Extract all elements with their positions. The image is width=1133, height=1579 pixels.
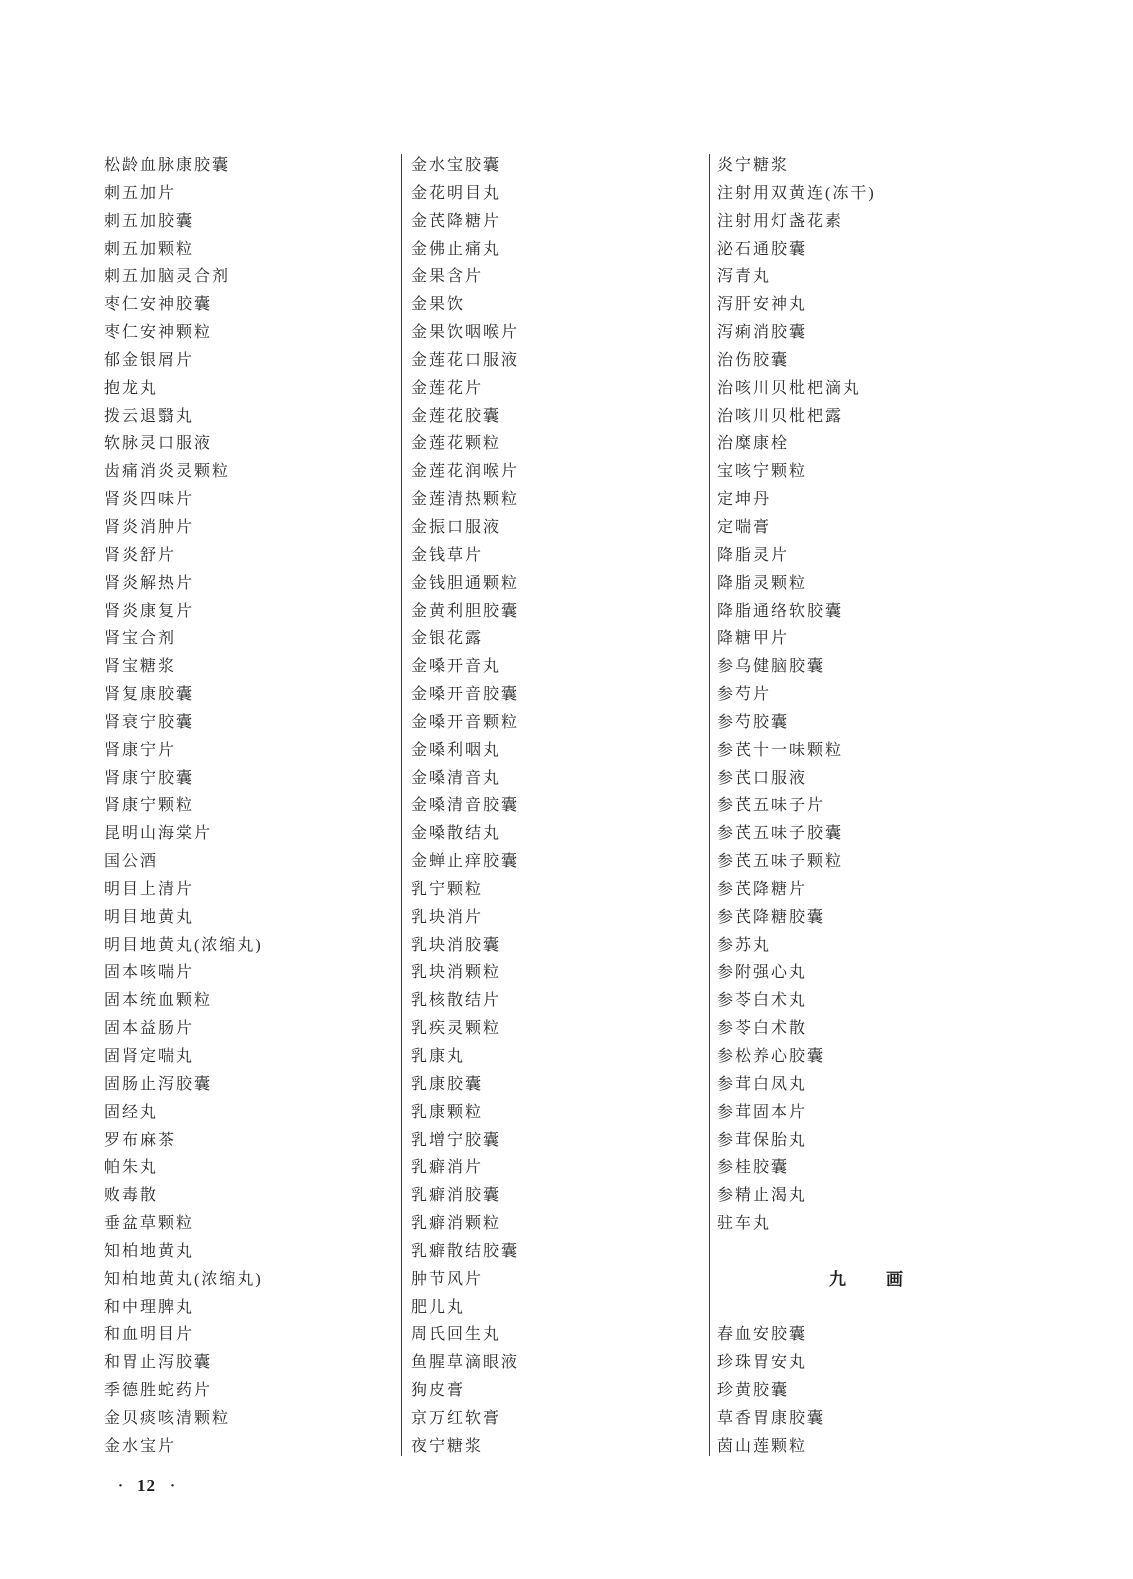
- drug-name-entry: 泻肝安神丸: [717, 296, 808, 314]
- drug-name-entry: 固本统血颗粒: [104, 992, 213, 1010]
- page-number-value: 12: [137, 1476, 157, 1495]
- drug-name-entry: 金黄利胆胶囊: [411, 602, 520, 620]
- drug-name-entry: 金嗓开音丸: [411, 658, 502, 676]
- drug-name-entry: 肾炎舒片: [104, 546, 177, 564]
- drug-name-entry: 刺五加颗粒: [104, 240, 195, 258]
- drug-name-entry: 金莲花润喉片: [411, 463, 520, 481]
- drug-name-entry: 季德胜蛇药片: [104, 1382, 213, 1400]
- drug-name-entry: 京万红软膏: [411, 1409, 502, 1427]
- drug-name-entry: 金果饮: [411, 296, 466, 314]
- drug-name-entry: 参苓白术丸: [717, 992, 808, 1010]
- drug-name-entry: 参精止渴丸: [717, 1187, 808, 1205]
- drug-name-entry: 金莲花片: [411, 379, 484, 397]
- drug-name-entry: 金振口服液: [411, 518, 502, 536]
- drug-name-entry: 狗皮膏: [411, 1382, 466, 1400]
- drug-name-entry: 治伤胶囊: [717, 351, 790, 369]
- drug-name-entry: 参茸固本片: [717, 1103, 808, 1121]
- drug-name-entry: 乳疾灵颗粒: [411, 1020, 502, 1038]
- drug-index-column-3-upper: [717, 152, 1027, 1238]
- drug-name-entry: 金佛止痛丸: [411, 240, 502, 258]
- drug-name-entry: 明目上清片: [104, 880, 195, 898]
- drug-name-entry: 参苏丸: [717, 936, 772, 954]
- drug-name-entry: 金嗓开音胶囊: [411, 686, 520, 704]
- drug-name-entry: 宝咳宁颗粒: [717, 463, 808, 481]
- drug-name-entry: 周氏回生丸: [411, 1326, 502, 1344]
- drug-name-entry: 降脂通络软胶囊: [717, 602, 844, 620]
- drug-name-entry: 抱龙丸: [104, 379, 159, 397]
- drug-name-entry: 枣仁安神胶囊: [104, 296, 213, 314]
- drug-name-entry: 固本咳喘片: [104, 964, 195, 982]
- drug-name-entry: 固本益肠片: [104, 1020, 195, 1038]
- drug-name-entry: 泌石通胶囊: [717, 240, 808, 258]
- drug-name-entry: 肾炎四味片: [104, 491, 195, 509]
- drug-name-entry: 固肠止泻胶囊: [104, 1075, 213, 1093]
- drug-name-entry: 肾衰宁胶囊: [104, 713, 195, 731]
- drug-name-entry: 败毒散: [104, 1187, 159, 1205]
- drug-name-entry: 参桂胶囊: [717, 1159, 790, 1177]
- drug-name-entry: 金嗓开音颗粒: [411, 713, 520, 731]
- drug-name-entry: 乳癖消颗粒: [411, 1215, 502, 1233]
- drug-name-entry: 明目地黄丸: [104, 908, 195, 926]
- drug-name-entry: 肾康宁颗粒: [104, 797, 195, 815]
- drug-name-entry: 金莲花颗粒: [411, 435, 502, 453]
- drug-name-entry: 参芪降糖胶囊: [717, 908, 826, 926]
- drug-index-column-3-lower: [717, 1321, 1027, 1460]
- drug-name-entry: 参茸白凤丸: [717, 1075, 808, 1093]
- drug-name-entry: 珍黄胶囊: [717, 1382, 790, 1400]
- drug-name-entry: 降脂灵颗粒: [717, 574, 808, 592]
- drug-name-entry: 国公酒: [104, 853, 159, 871]
- drug-name-entry: 和中理脾丸: [104, 1298, 195, 1316]
- drug-name-entry: 金钱胆通颗粒: [411, 574, 520, 592]
- drug-name-entry: 肿节风片: [411, 1270, 484, 1288]
- drug-name-entry: 乳康丸: [411, 1048, 466, 1065]
- drug-name-entry: 泻痢消胶囊: [717, 324, 808, 342]
- drug-name-entry: 治咳川贝枇杷露: [717, 407, 844, 425]
- drug-index-column-2: [411, 152, 701, 1461]
- drug-name-entry: 降脂灵片: [717, 546, 790, 564]
- drug-name-entry: 齿痛消炎灵颗粒: [104, 463, 231, 481]
- drug-name-entry: 茵山莲颗粒: [717, 1437, 808, 1455]
- drug-name-entry: 金果含片: [411, 268, 484, 286]
- drug-name-entry: 拨云退翳丸: [104, 407, 195, 425]
- drug-name-entry: 金花明目丸: [411, 184, 502, 202]
- drug-name-entry: 金贝痰咳清颗粒: [104, 1409, 231, 1427]
- drug-name-entry: 和血明目片: [104, 1326, 195, 1344]
- drug-name-entry: 参乌健脑胶囊: [717, 658, 826, 676]
- drug-name-entry: 参松养心胶囊: [717, 1048, 826, 1065]
- drug-name-entry: 金水宝片: [104, 1437, 177, 1455]
- drug-index-column-1: [104, 152, 394, 1461]
- drug-name-entry: 春血安胶囊: [717, 1326, 808, 1344]
- drug-name-entry: 软脉灵口服液: [104, 435, 213, 453]
- drug-name-entry: 炎宁糖浆: [717, 157, 790, 174]
- drug-name-entry: 参芪五味子片: [717, 797, 826, 815]
- drug-name-entry: 刺五加片: [104, 184, 177, 202]
- drug-name-entry: 金莲花口服液: [411, 351, 520, 369]
- drug-name-entry: 金嗓利咽丸: [411, 741, 502, 759]
- drug-name-entry: 和胃止泻胶囊: [104, 1354, 213, 1372]
- drug-name-entry: 乳康颗粒: [411, 1103, 484, 1121]
- drug-name-entry: 肾炎消肿片: [104, 518, 195, 536]
- drug-name-entry: 垂盆草颗粒: [104, 1215, 195, 1233]
- drug-name-entry: 肾宝合剂: [104, 630, 177, 648]
- drug-name-entry: 金蝉止痒胶囊: [411, 853, 520, 871]
- drug-name-entry: 参芍胶囊: [717, 713, 790, 731]
- drug-name-entry: 肾炎解热片: [104, 574, 195, 592]
- drug-name-entry: 金果饮咽喉片: [411, 324, 520, 342]
- drug-name-entry: 草香胃康胶囊: [717, 1409, 826, 1427]
- drug-name-entry: 金嗓清音胶囊: [411, 797, 520, 815]
- drug-name-entry: 治咳川贝枇杷滴丸: [717, 379, 862, 397]
- page-number-left-dot: ·: [118, 1478, 124, 1494]
- drug-name-entry: 金芪降糖片: [411, 212, 502, 230]
- drug-name-entry: 固肾定喘丸: [104, 1048, 195, 1065]
- drug-name-entry: 参芍片: [717, 686, 772, 704]
- drug-name-entry: 肾康宁胶囊: [104, 769, 195, 787]
- drug-name-entry: 鱼腥草滴眼液: [411, 1354, 520, 1372]
- drug-index-column-3: [717, 152, 1027, 1461]
- page-number-right-dot: ·: [170, 1478, 176, 1494]
- drug-name-entry: 知柏地黄丸: [104, 1242, 195, 1260]
- drug-name-entry: 金嗓清音丸: [411, 769, 502, 787]
- drug-name-entry: 帕朱丸: [104, 1159, 159, 1177]
- drug-name-entry: 金嗓散结丸: [411, 825, 502, 843]
- drug-name-entry: 乳核散结片: [411, 992, 502, 1010]
- drug-name-entry: 乳癖消片: [411, 1159, 484, 1177]
- column-divider-left: [401, 154, 402, 1456]
- drug-name-entry: 金莲清热颗粒: [411, 491, 520, 509]
- drug-name-entry: 乳块消片: [411, 908, 484, 926]
- drug-name-entry: 刺五加胶囊: [104, 212, 195, 230]
- drug-name-entry: 知柏地黄丸(浓缩丸): [104, 1270, 263, 1288]
- drug-name-entry: 珍珠胃安丸: [717, 1354, 808, 1372]
- drug-name-entry: 乳宁颗粒: [411, 880, 484, 898]
- drug-name-entry: 参附强心丸: [717, 964, 808, 982]
- drug-name-entry: 乳块消胶囊: [411, 936, 502, 954]
- drug-name-entry: 郁金银屑片: [104, 351, 195, 369]
- drug-name-entry: 参苓白术散: [717, 1020, 808, 1038]
- drug-name-entry: 肾宝糖浆: [104, 658, 177, 676]
- drug-name-entry: 泻青丸: [717, 268, 772, 286]
- drug-name-entry: 参芪十一味颗粒: [717, 741, 844, 759]
- page-number: [118, 1472, 175, 1500]
- drug-name-entry: 参茸保胎丸: [717, 1131, 808, 1149]
- drug-name-entry: 金钱草片: [411, 546, 484, 564]
- drug-name-entry: 罗布麻茶: [104, 1131, 177, 1149]
- drug-name-entry: 枣仁安神颗粒: [104, 324, 213, 342]
- drug-name-entry: 乳康胶囊: [411, 1075, 484, 1093]
- drug-name-entry: 昆明山海棠片: [104, 825, 213, 843]
- drug-name-entry: 肾康宁片: [104, 741, 177, 759]
- drug-name-entry: 定坤丹: [717, 491, 772, 509]
- stroke-section-header-nine: 九 画: [829, 1269, 905, 1289]
- drug-name-entry: 夜宁糖浆: [411, 1437, 484, 1455]
- drug-name-entry: 乳癖散结胶囊: [411, 1242, 520, 1260]
- drug-name-entry: 参芪五味子颗粒: [717, 853, 844, 871]
- drug-name-entry: 松龄血脉康胶囊: [104, 157, 231, 174]
- drug-name-entry: 肾炎康复片: [104, 602, 195, 620]
- drug-name-entry: 降糖甲片: [717, 630, 790, 648]
- drug-name-entry: 驻车丸: [717, 1215, 772, 1233]
- drug-name-entry: 参芪五味子胶囊: [717, 825, 844, 843]
- drug-name-entry: 治糜康栓: [717, 435, 790, 453]
- drug-name-entry: 乳癖消胶囊: [411, 1187, 502, 1205]
- drug-name-entry: 明目地黄丸(浓缩丸): [104, 936, 263, 954]
- drug-name-entry: 肥儿丸: [411, 1298, 466, 1316]
- drug-name-entry: 刺五加脑灵合剂: [104, 268, 231, 286]
- drug-name-entry: 注射用灯盏花素: [717, 212, 844, 230]
- column-divider-right: [709, 154, 710, 1456]
- drug-name-entry: 注射用双黄连(冻干): [717, 184, 876, 202]
- drug-name-entry: 固经丸: [104, 1103, 159, 1121]
- drug-name-entry: 金莲花胶囊: [411, 407, 502, 425]
- drug-name-entry: 乳增宁胶囊: [411, 1131, 502, 1149]
- drug-name-entry: 金银花露: [411, 630, 484, 648]
- drug-name-entry: 金水宝胶囊: [411, 157, 502, 174]
- drug-name-entry: 肾复康胶囊: [104, 686, 195, 704]
- drug-name-entry: 参芪降糖片: [717, 880, 808, 898]
- drug-name-entry: 定喘膏: [717, 518, 772, 536]
- drug-name-entry: 乳块消颗粒: [411, 964, 502, 982]
- drug-name-entry: 参芪口服液: [717, 769, 808, 787]
